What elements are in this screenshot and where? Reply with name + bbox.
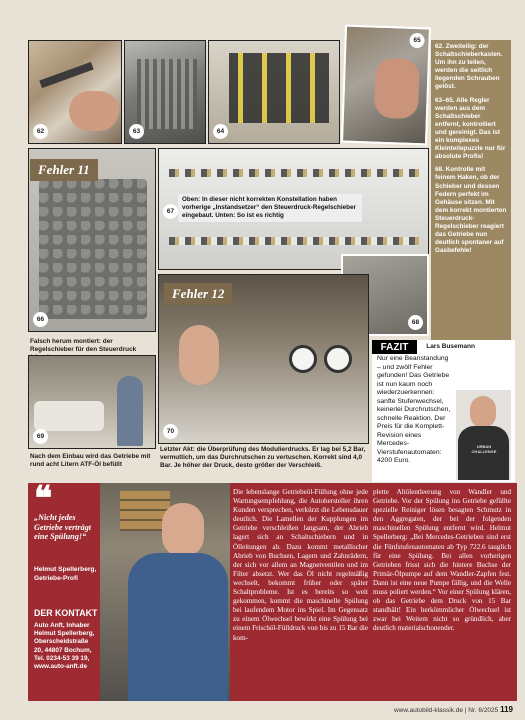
caption-63-65: 63–65. Alle Regler werden aus dem Schaltschieber entfernt, kontrolliert und gereinigt. Das ist ein komplexes Kleinteilepuzzle nur für absolute Profis! — [435, 96, 506, 161]
caption-68: 68. Kontrolle mit feinem Haken, ob der Schieber und dessen Federn perfekt im Gehäuse sitzen. Mit dem korrekt montierten Steuerdruck-Regelschieber reagiert das Getriebe nun deutlich spontaner auf Gasbefehle! — [435, 166, 507, 255]
photo-number: 63 — [129, 124, 144, 139]
photo-number: 62 — [33, 124, 48, 139]
photo-number: 66 — [33, 312, 48, 327]
photo-65 — [341, 25, 431, 146]
fazit-author: Lars Busemann — [426, 343, 475, 350]
mechanic-portrait — [100, 483, 230, 701]
fazit-title: FAZIT — [372, 340, 417, 354]
photo-number: 70 — [163, 424, 178, 439]
page-footer: www.autobild-klassik.de | Nr. 6/2025 119 — [393, 705, 513, 714]
photo-63 — [124, 40, 206, 144]
portrait-head — [162, 503, 204, 557]
mechanic-shape — [117, 376, 143, 446]
kontakt-title: DER KONTAKT — [34, 608, 98, 618]
tool-shape — [39, 62, 93, 88]
caption-70: Letzter Akt: die Überprüfung des Modulierdrucks. Er lag bei 5,2 Bar, vermutlich, um das Durchrutschen zu vertuschen. Korrekt sind 4,0 Bar. Je höher der Druck, desto größer der Verschleiß. — [160, 446, 366, 470]
page-number: 119 — [500, 705, 513, 714]
fazit-box — [372, 340, 515, 482]
spring-parts-bottom — [169, 237, 419, 245]
body-column-1: Die lebenslange Getriebeöl-Füllung ohne jede Wartungsempfehlung, die Autohersteller ihren Kunden versprechen, verkürzt die Lebensdauer deutlich. Die Lamellen der Kupplungen im Getriebe verschleißen langsam, der Abrieb lagert sich an Schaltschiebern und in Ölleitungen ab. Dazu kommt metallischer Abrieb von Buchsen, Lagern und Zahnrädern, der sich vor allem an Magnetventilen und im Filter absetzt. Wer das Öl nicht regelmäßig wechselt, bekommt früher oder später Schaltprobleme. Ist es bereits so weit gekommen, kommt die maschinelle Spülung bei laufendem Motor ins Spiel. Im Gegensatz zu einem Ölwechsel bewirkt eine Spülung bei einem Frischöl-Fülldruck von bis zu 15 Bar die kom- — [233, 488, 368, 642]
caption-66: Falsch herum montiert: der Regelschieber für den Steuerdruck — [30, 338, 137, 354]
fehler-12-label: Fehler 12 — [164, 283, 232, 305]
photo-69 — [28, 355, 156, 449]
portrait-overalls — [128, 553, 228, 701]
quote-marks-icon: ❝ — [34, 481, 53, 518]
footer-issue: Nr. 6/2025 — [468, 707, 499, 714]
quote-text: „Nicht jedes Getriebe verträgt eine Spülung!“ — [34, 513, 92, 542]
valve-body-shape — [39, 179, 147, 319]
hand-shape — [374, 58, 420, 119]
photo-number: 68 — [408, 315, 423, 330]
author-head — [470, 396, 496, 428]
photo-number: 64 — [213, 124, 228, 139]
car-shape — [34, 401, 104, 431]
interview-box — [28, 483, 517, 701]
fehler-11-label: Fehler 11 — [30, 159, 98, 181]
photo-64 — [208, 40, 340, 144]
pressure-gauge-right — [324, 345, 352, 373]
author-photo — [456, 390, 511, 480]
kontakt-text: Auto Anft, Inhaber Helmut Spellerberg, Oberscheidstraße 20, 44807 Bochum, Tel. 0234-53 39 19, www.auto-anft.de — [34, 622, 95, 671]
caption-69: Nach dem Einbau wird das Getriebe mit rund acht Litern ATF-Öl befüllt — [30, 453, 151, 469]
photo-number: 69 — [33, 429, 48, 444]
fazit-text: Nur eine Beanstandung – und zwölf Fehler gefunden! Das Getriebe ist nun kaum noch wiederzuerkennen: sanfte Stufenwechsel, keinerlei Durchrutschen, schnelle Reaktion. Der Preis für die Komplett-Revision eines Mercedes-Vierstufenautomaten: 4200 Euro. — [377, 355, 451, 464]
caption-67-overlay: Oben: In dieser nicht korrekten Konstellation haben vorherige „Instandsetzer“ den Steuerdruck-Regelschieber eingebaut. Unten: So ist es richtig — [178, 194, 362, 222]
spring-parts-top — [169, 169, 419, 177]
photo-number: 65 — [409, 33, 425, 49]
hand-shape — [69, 91, 119, 131]
mechanic-head — [179, 325, 219, 385]
photo-number: 67 — [163, 204, 178, 219]
parts-tray — [229, 53, 329, 123]
caption-sidebar — [431, 40, 511, 340]
body-column-2: plette Altölentleerung von Wandler und Getriebe. Vor der Spülung ins Getriebe gefüllte spezielle Reiniger lösen besagten Schmutz in den Aggregaten, der bei der folgenden maschinellen Spülung entfernt wird. Helmut Spellerberg: „Bei Mercedes-Getrieben sind erst die Fünfstufenautomaten ab Typ 722.6 tauglich für eine Spülung. Bei allen vorherigen Getrieben frisst sich die hintere Buchse der Primär-Ölpumpe auf dem Wandler-Zapfen fest. Dann ist eine neue Pumpe fällig, und die Welle muss poliert werden.“ Vor einer Spülung klären, ob das Getriebe dem Druck von 15 Bar standhält! Ein herkömmlicher Ölwechsel ist zwar bei Weitem nicht so gründlich, aber deutlich materialschonender. — [373, 488, 511, 633]
quote-author: Helmut Spellerberg, Getriebe-Profi — [34, 566, 97, 582]
footer-url: www.autobild-klassik.de — [393, 707, 463, 714]
shirt-print: URBAN CHALLENGE — [471, 444, 497, 454]
valve-body-shape — [137, 59, 197, 129]
pressure-gauge-left — [289, 345, 317, 373]
photo-62 — [28, 40, 122, 144]
caption-62: 62. Zweiteilig: der Schaltschieberkasten. Um ihn zu teilen, werden die seitlich liegenden Schrauben gelöst. — [435, 43, 503, 91]
